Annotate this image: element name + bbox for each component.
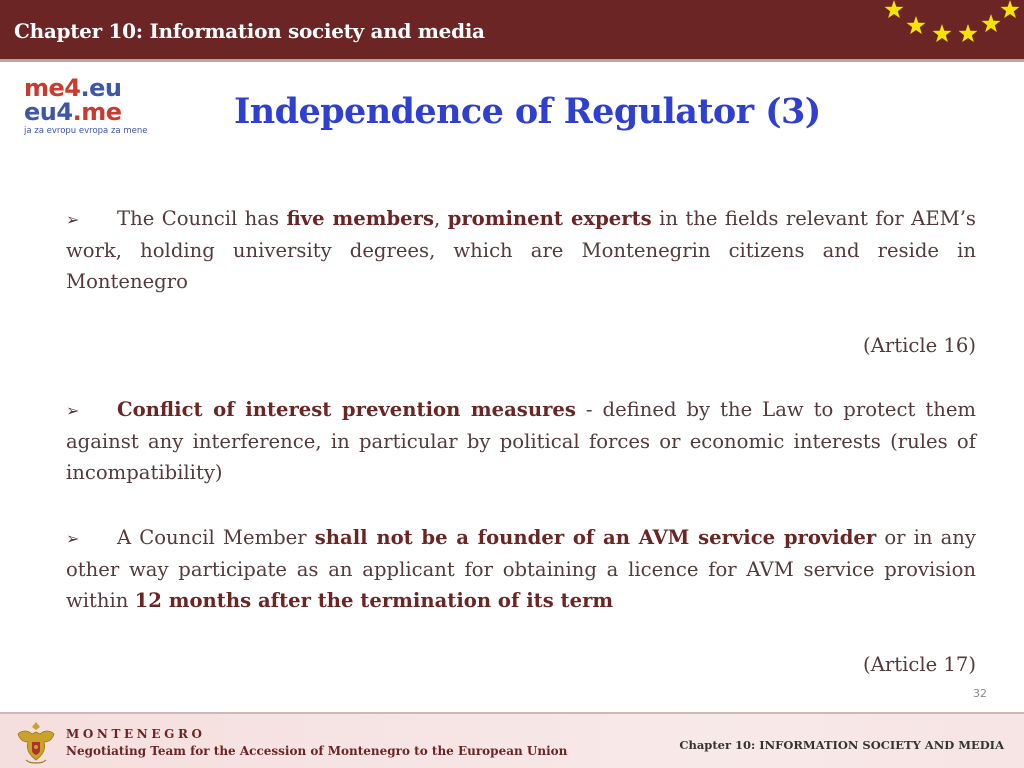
footer-bar — [0, 712, 1024, 768]
footer-country: MONTENEGRO — [66, 727, 206, 741]
eu-stars-icon — [874, 0, 1024, 60]
me4eu-logo — [24, 76, 154, 146]
arrow-bullet-icon: ➢ — [66, 529, 80, 548]
montenegro-coat-of-arms-icon — [12, 718, 60, 768]
bullet-paragraph-council-member-restriction: ➢ A Council Member shall not be a founder of an AVM service provider or in any other way participate as an applicant for obtaining a licence for AVM service provision within 12 months after the termination of its term — [66, 522, 976, 616]
footer-team: Negotiating Team for the Accession of Montenegro to the European Union — [66, 744, 568, 758]
arrow-bullet-icon: ➢ — [66, 210, 80, 229]
logo-line-2: eu4.me — [24, 98, 122, 126]
article-reference-16: (Article 16) — [863, 334, 976, 357]
page-number: 32 — [973, 687, 987, 700]
footer-chapter: Chapter 10: INFORMATION SOCIETY AND MEDIA — [679, 738, 1004, 752]
bullet-paragraph-council-members: ➢ The Council has five members, prominent experts in the fields relevant for AEM’s work, holding university degrees, which are Montenegrin citizens and reside in Montenegro — [66, 203, 976, 297]
slide-content — [66, 203, 976, 680]
slide-title: Independence of Regulator (3) — [234, 91, 821, 132]
article-reference-17: (Article 17) — [863, 653, 976, 676]
bullet-paragraph-conflict-of-interest: ➢ Conflict of interest prevention measures - defined by the Law to protect them against any interference, in particular by political forces or economic interests (rules of incompatibility) — [66, 394, 976, 488]
logo-tagline: ja za evropu evropa za mene — [24, 126, 148, 136]
chapter-title: Chapter 10: Information society and media — [14, 19, 485, 43]
header-bar — [0, 0, 1024, 62]
logo-line-1: me4.eu — [24, 74, 122, 102]
arrow-bullet-icon: ➢ — [66, 401, 80, 420]
